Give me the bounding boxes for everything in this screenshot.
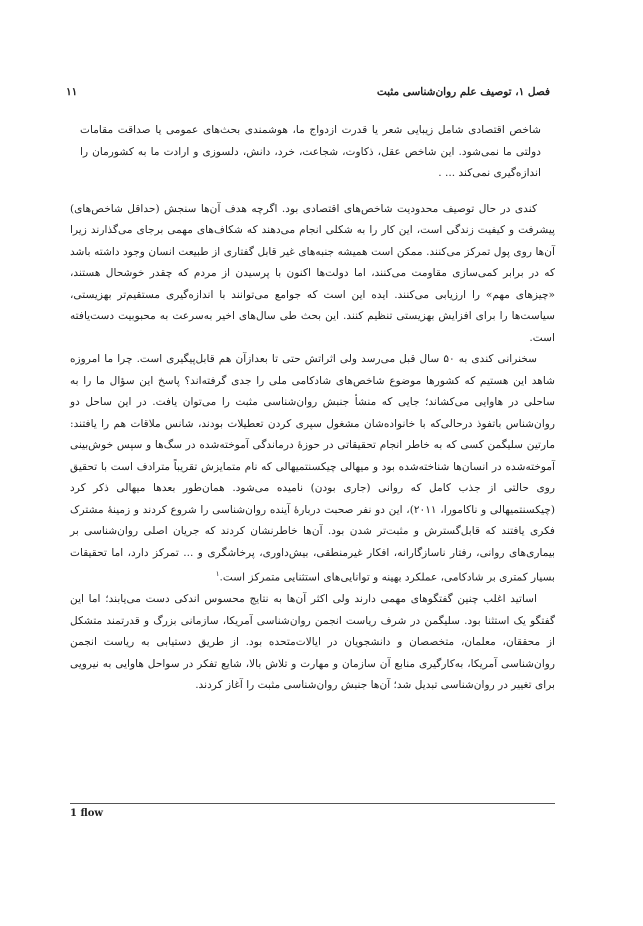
footnote-divider bbox=[70, 803, 555, 804]
paragraph: کندی در حال توصیف محدودیت شاخص‌های اقتصادی بود. اگرچه هدف آن‌ها سنجش (حداقل شاخص‌های) پیشرفت و کیفیت زندگی است، این کار را به شکلی انجام می‌دهند که شکاف‌های مهمی برجای می‌گذارند زیرا آن‌ها روی پول تمرکز می‌کنند. ممکن است همیشه جنبه‌های غیر قابل گفتاری از طبیعت انسان وجود داشته باشد که در برابر کمی‌سازی مقاومت می‌کنند، اما دولت‌ها اکنون با پرسیدن از مردم که چقدر خوشحال هستند، «چیزهای مهم» را ارزیابی می‌کنند. ایده این است که جوامع می‌توانند با اندازه‌گیری مستقیم‌تر بهزیستی، سیاست‌ها را برای افزایش بهزیستی تنظیم کنند. این بحث طی سال‌های اخیر به‌سرعت به محبوبیت دست‌یافته است. bbox=[70, 202, 555, 344]
paragraph-text: سخنرانی کندی به ۵۰ سال قبل می‌رسد ولی اثراتش حتی تا بعدازآن هم قابل‌پیگیری است. چرا ما امروزه شاهد این هستیم که کشورها موضوع شاخص‌های شادکامی ملی را جدی گرفته‌اند؟ پاسخ این سؤال ما را به ساحلی در هاوایی می‌کشاند؛ جایی که منشأ جنبش روان‌شناسی مثبت را می‌توان یافت. در این ساحل دو روان‌شناس باتفوذ درحالی‌که با خانواده‌شان مشغول سپری کردن تعطیلات بودند، شانس ملاقات هم را یافتند: مارتین سلیگمن کسی که به خاطر انجام تحقیقاتی در حوزهٔ درماندگی آموخته‌شده در سگ‌ها و سپس خوش‌بینی آموخته‌شده در انسان‌ها شناخته‌شده بود و میهالی چیکسنتمیهالی که نام متمایزش تقریباً مترادف است با تحقیق روی حالتی از جذب کامل که روانی (جاری بودن) نامیده می‌شود. همان‌طور بعدها میهالی ذکر کرد (چیکسنتمیهالی و ناکامورا، ۲۰۱۱)، این دو نفر صحبت دربارهٔ آینده روان‌شناسی را شروع کردند و زمینهٔ مشترک فکری یافتند که قابل‌گسترش و مثبت‌تر شدن بود. آن‌ها خاطرنشان کردند که جریان اصلی روان‌شناسی بر بیماری‌های روانی، رفتار ناسازگارانه، افکار غیرمنطقی، بیش‌داوری، پرخاشگری و ... تمرکز دارد، اما تحقیقات بسیار کمتری بر شادکامی، عملکرد بهینه و توانایی‌های استثنایی متمرکز است. bbox=[70, 353, 556, 584]
page-number: ۱۱ bbox=[66, 86, 78, 98]
footnote-marker: ۱ bbox=[215, 570, 220, 578]
chapter-title: فصل ۱، توصیف علم روان‌شناسی مثبت bbox=[376, 86, 550, 98]
running-header bbox=[66, 86, 550, 104]
paragraph: اساتید اغلب چنین گفتگوهای مهمی دارند ولی اکثر آن‌ها به نتایج محسوس اندکی دست می‌یابند؛ اما این گفتگو یک استثنا بود. سلیگمن در شرف ریاست انجمن روان‌شناسی آمریکا، سازمانی بزرگ و قدرتمند متشکل از محققان، معلمان، متخصصان و دانشجویان در ایالات‌متحده بود. از طریق دستیابی به ریاست انجمن روان‌شناسی آمریکا، به‌کارگیری منابع آن سازمان و مهارت و تلاش بالا، شایع تفکر در سواحل هاوایی به نیرویی برای تغییر در روان‌شناسی تبدیل شد؛ آن‌ها جنبش روان‌شناسی مثبت را آغاز کردند. bbox=[70, 593, 555, 692]
footnote: 1 flow bbox=[70, 808, 103, 819]
main-text bbox=[70, 120, 555, 697]
paragraph bbox=[70, 349, 555, 589]
paragraph-quote: شاخص اقتصادی شامل زیبایی شعر یا قدرت ازدواج ما، هوشمندی بحث‌های عمومی یا صداقت مقامات دولتی ما نمی‌شود. این شاخص عقل، ذکاوت، شجاعت، خرد، دانش، دلسوزی و ارادت ما به کشورمان را اندازه‌گیری نمی‌کند ... . bbox=[80, 124, 541, 179]
